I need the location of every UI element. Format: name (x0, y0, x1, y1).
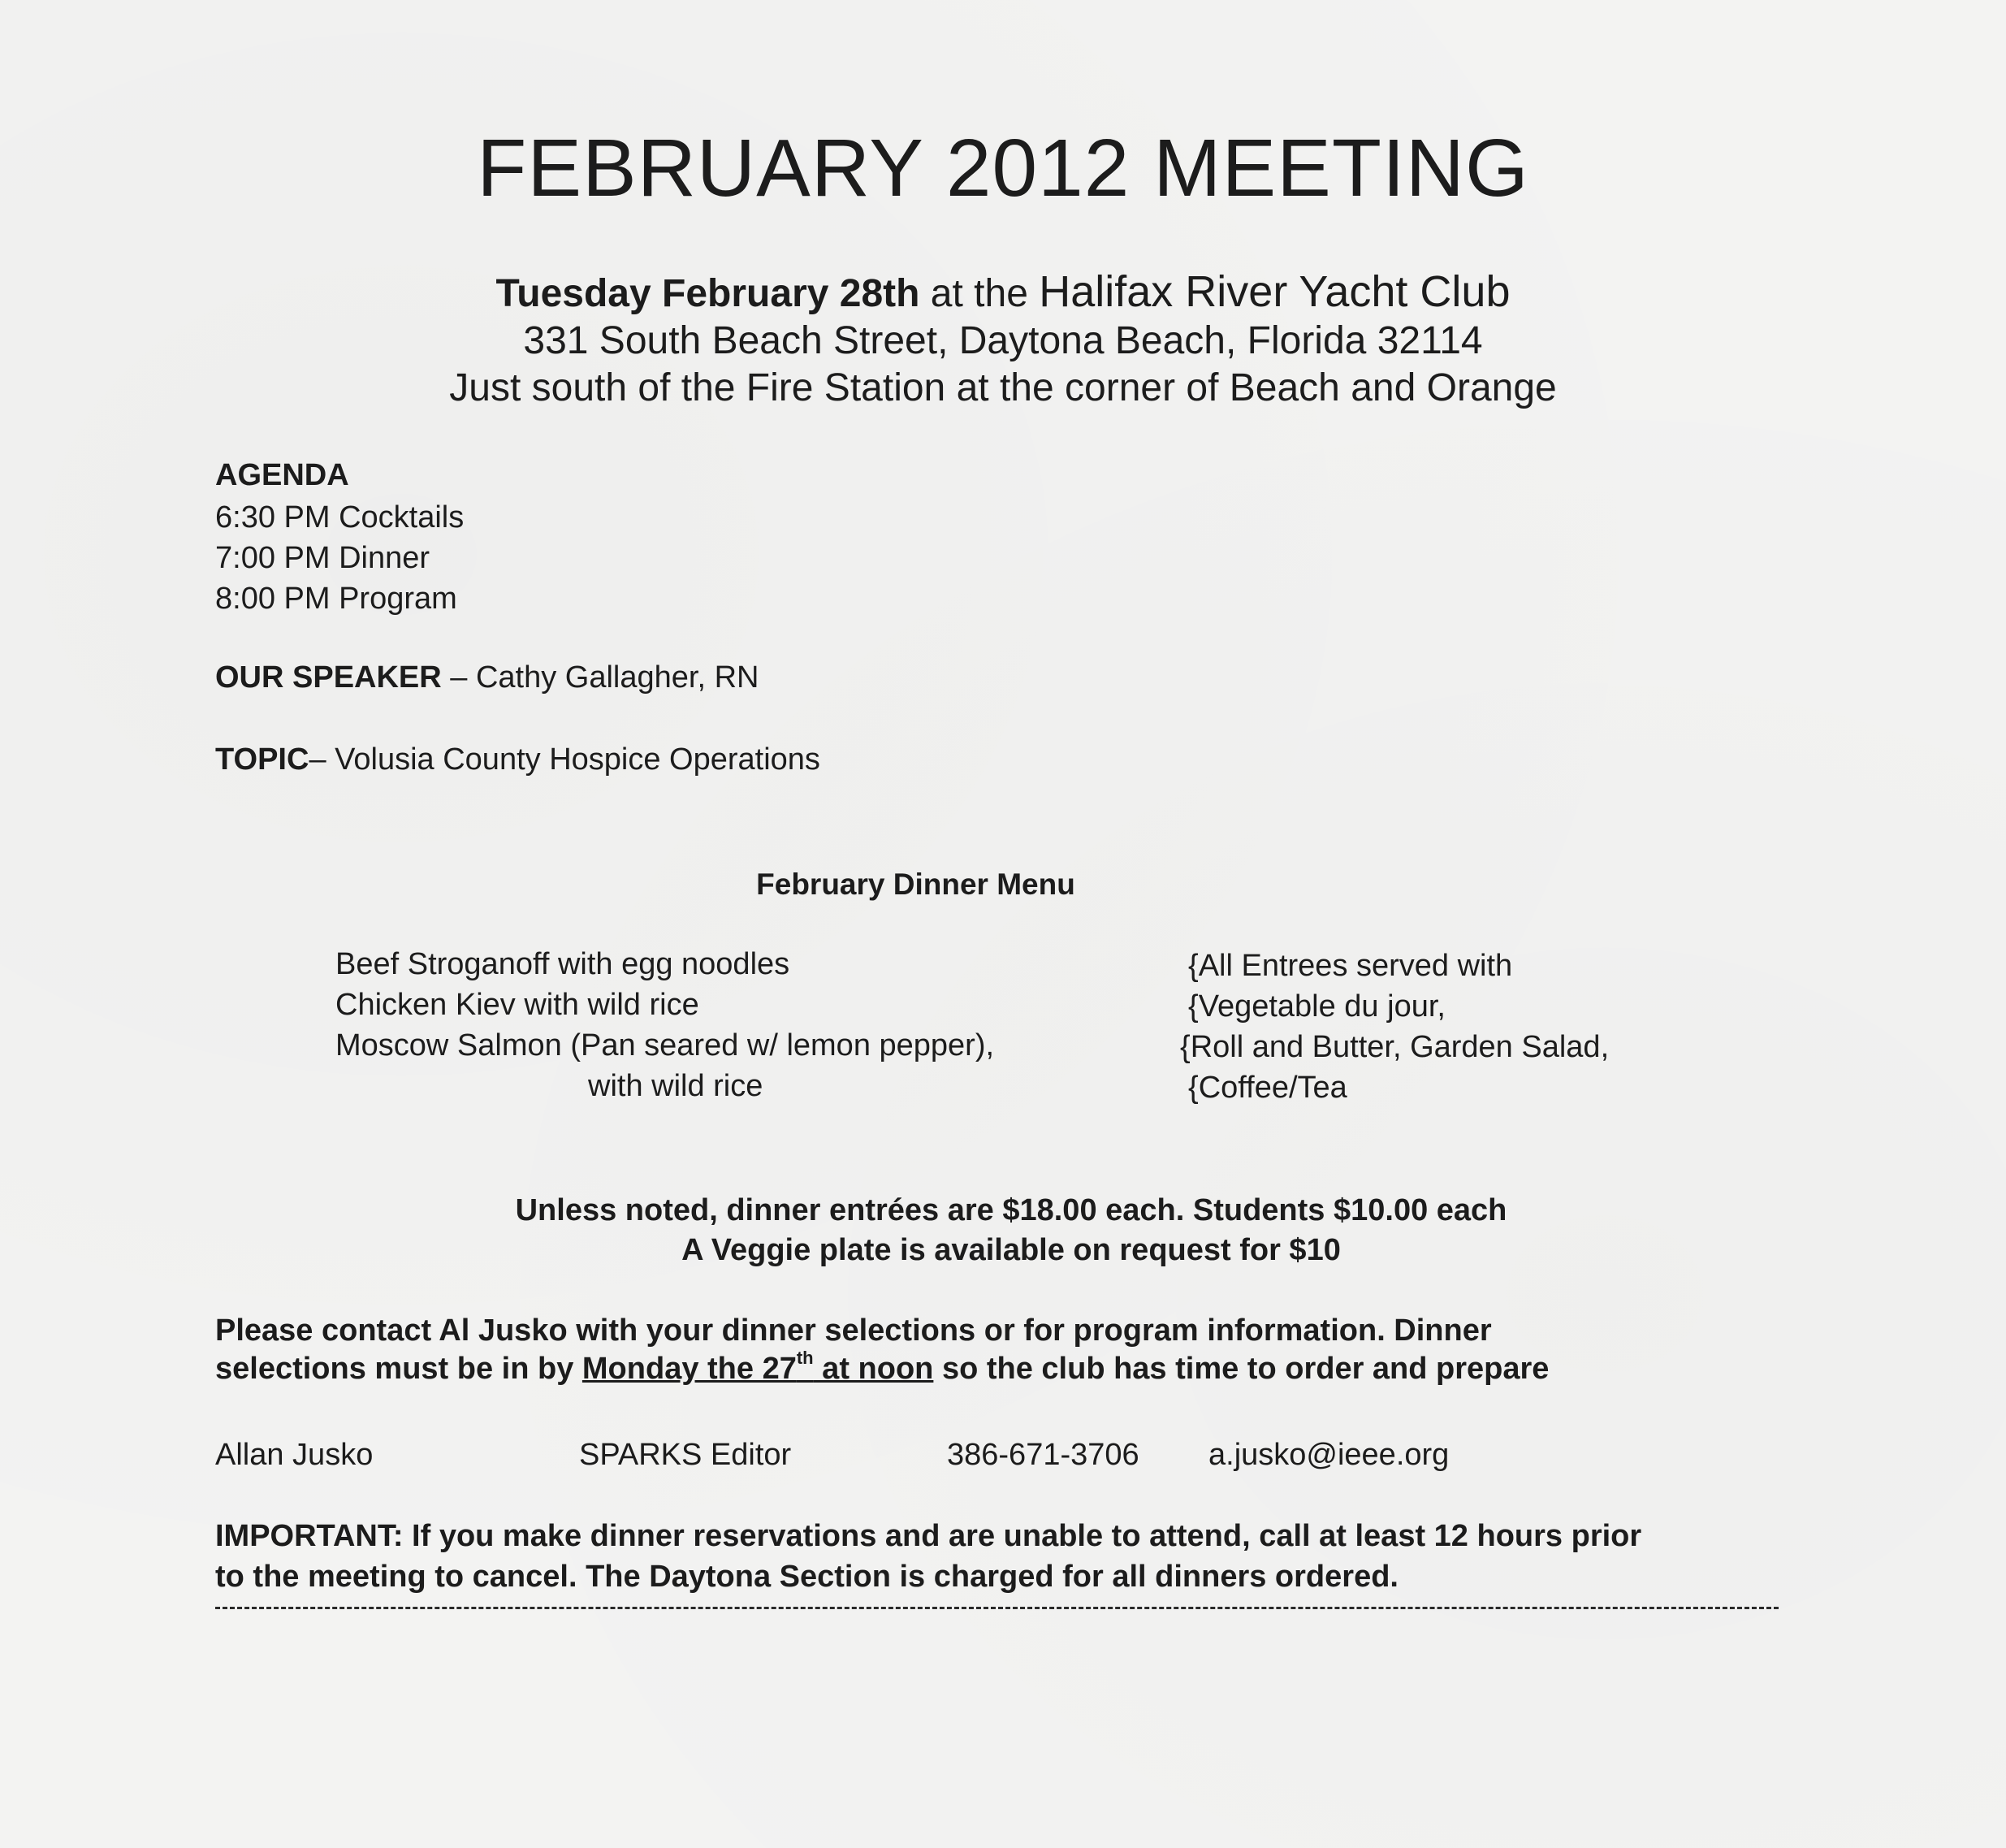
menu-heading: February Dinner Menu (756, 868, 1075, 901)
menu-entree: Chicken Kiev with wild rice (335, 988, 699, 1022)
veggie-line: A Veggie plate is available on request for $10 (681, 1233, 1341, 1267)
menu-side: {Coffee/Tea (1188, 1071, 1347, 1105)
deadline-suffix: so the club has time to order and prepare (933, 1352, 1550, 1386)
deadline-time: at noon (813, 1352, 934, 1386)
speaker-line (215, 660, 759, 695)
deadline-ordinal: th (796, 1348, 814, 1369)
page-title: FEBRUARY 2012 MEETING (477, 123, 1529, 214)
deadline-line (215, 1348, 1550, 1387)
important-notice-continued: to the meeting to cancel. The Daytona Section is charged for all dinners ordered. (215, 1560, 1399, 1594)
venue-directions: Just south of the Fire Station at the corner of Beach and Orange (449, 366, 1557, 409)
contact-role: SPARKS Editor (579, 1438, 792, 1472)
cut-line-divider (215, 1607, 1779, 1609)
agenda-item: 8:00 PM Program (215, 582, 457, 616)
deadline-prefix: selections must be in by (215, 1352, 582, 1386)
agenda-item: 6:30 PM Cocktails (215, 500, 465, 534)
speaker-label: OUR SPEAKER (215, 660, 442, 695)
agenda-item: 7:00 PM Dinner (215, 541, 430, 575)
agenda-heading: AGENDA (215, 458, 349, 492)
contact-line: Please contact Al Jusko with your dinner selections or for program information. Dinner (215, 1314, 1492, 1348)
speaker-separator: – (441, 660, 476, 695)
venue-name: Halifax River Yacht Club (1039, 267, 1511, 316)
menu-entree: Beef Stroganoff with egg noodles (335, 947, 790, 981)
venue-line (0, 266, 2006, 317)
meeting-date: Tuesday February 28th (495, 272, 920, 315)
venue-address: 331 South Beach Street, Daytona Beach, Florida 32114 (523, 319, 1483, 362)
topic-label: TOPIC (215, 742, 309, 777)
topic-line (215, 742, 820, 777)
topic-separator: – (309, 742, 335, 777)
contact-email: a.jusko@ieee.org (1208, 1438, 1450, 1472)
deadline-date (581, 1348, 934, 1386)
deadline-day: Monday the 27 (581, 1352, 797, 1386)
venue-connector: at the (919, 272, 1040, 315)
menu-entree-continued: with wild rice (588, 1069, 763, 1103)
pricing-line: Unless noted, dinner entrées are $18.00 each. Students $10.00 each (515, 1193, 1507, 1227)
menu-side: {All Entrees served with (1188, 949, 1513, 983)
speaker-name: Cathy Gallagher, RN (475, 660, 759, 695)
menu-entree: Moscow Salmon (Pan seared w/ lemon pepper), (335, 1028, 995, 1062)
contact-phone: 386-671-3706 (947, 1438, 1139, 1472)
important-notice: IMPORTANT: If you make dinner reservations and are unable to attend, call at least 12 hours prior (215, 1519, 1642, 1553)
topic-value: Volusia County Hospice Operations (335, 742, 820, 777)
contact-name: Allan Jusko (215, 1438, 374, 1472)
menu-side: {Roll and Butter, Garden Salad, (1180, 1030, 1610, 1064)
menu-side: {Vegetable du jour, (1188, 989, 1446, 1024)
